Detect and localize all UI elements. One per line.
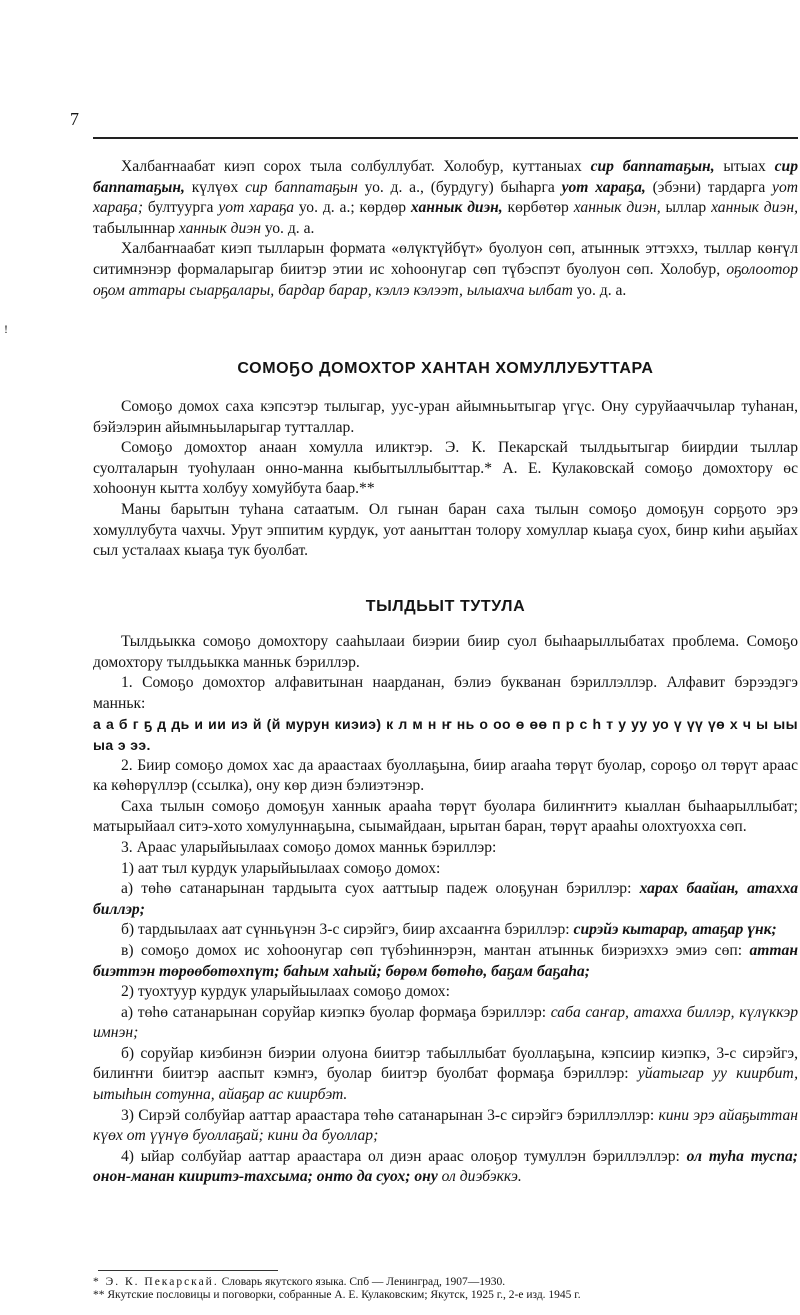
- text-run: уо. д. а.: [572, 281, 627, 299]
- list-item-1: [93, 673, 798, 714]
- text-run: харах баайан, атахха биллэр;: [93, 880, 798, 918]
- text-run: аттан биэттэн төрөөбөтөхпүт; баһым хаһый; бөрөм бөтөһө, баҕам баҕаhа;: [93, 941, 798, 980]
- footnote-2: ** Якутские пословицы и поговорки, собранные А. Е. Кулаковским; Якутск, 1925 г., 2-е изд. 1945 г.: [93, 1289, 581, 1301]
- text-run: ол туһа туспа; онон-манан киириmэ-тахсыма; онто да суох; ону: [93, 1147, 798, 1186]
- text-run: ханнык диэн,: [410, 199, 503, 217]
- text-run: кини эрэ айаҕыттан күөх от үүнүө буоллаҕай; кини да буоллар;: [93, 1106, 798, 1145]
- list-item-3-4: [93, 1147, 798, 1188]
- text-run: 1. Сомоҕо домохтор алфавитынан наарданан, бэлиэ букванан бэриллэллэр. Алфавит бэрээдэгэ манньк:: [93, 674, 798, 712]
- text-run: ытыах: [714, 158, 775, 175]
- list-item-2: 2. Биир сомоҕо домох хас да араастаах буоллаҕына, биир araaһа төрүт буолар, сороҕо ол төрүт араас ка көһөрүллэр (ссылка), ону көр диэн бэлиэтэнэр.: [93, 756, 798, 795]
- section-heading-1: СОМОҔО ДОМОХТОР ХАНТАН ХОМУЛЛУБУТТАРА: [237, 360, 654, 377]
- text-run: сир баппатаҕын,: [93, 158, 798, 196]
- list-item-3: 3. Араас уларыйыылаах сомоҕо домох манньк бэриллэр:: [121, 838, 497, 856]
- text-run: уот хараҕа: [218, 199, 294, 217]
- footnote-1: [93, 1276, 798, 1289]
- list-item-2-note: [93, 797, 798, 838]
- text-run: сирэйэ кытарар, атаҕар үнк;: [573, 921, 777, 939]
- top-text-block: [93, 157, 798, 301]
- text-run: ол диэбэккэ.: [437, 1168, 522, 1186]
- footnote-rule: [98, 1270, 278, 1271]
- list-item-3-2: 2) туохтуур курдук уларыйыылаах сомоҕо домох:: [121, 983, 450, 1001]
- list-item-3-1: 1) аат тыл курдук уларыйыылаах сомоҕо домох:: [121, 859, 441, 877]
- text-run: 3) Сирэй солбуйар ааттар араастара төһө сатанарынан 3-с сирэйгэ бэриллэллэр:: [121, 1106, 659, 1124]
- section-2-text: [93, 632, 798, 1188]
- text-run: б) тардыылаах аат сүнньүнэн 3-с сирэйгэ, биир ахсааҥҥа бэриллэр:: [121, 921, 574, 939]
- page-number: 7: [70, 109, 79, 129]
- text-run: сир баппатаҕын: [245, 178, 358, 196]
- text-run: 4) ыйар солбуйар ааттар араастара ол диэн араас олоҕор тумуллэн бэриллэллэр:: [121, 1147, 687, 1165]
- text-run: саба саҥар, атахха биллэр, күлүккэр имнэн;: [93, 1003, 799, 1042]
- section-1-text: [93, 397, 798, 562]
- footnote-1-text: Словарь якутского языка. Спб — Ленинград, 1907—1930.: [218, 1276, 506, 1288]
- footnotes: [93, 1276, 798, 1302]
- paragraph-1: [93, 157, 798, 239]
- text-run: ыллар: [660, 199, 712, 217]
- text-run: а) төһө сатанарынан тардыыта суох ааттыыр падеж олоҕунан бэриллэр:: [121, 880, 640, 898]
- list-item-3-1-b: [93, 920, 798, 941]
- list-item-3-1-a: [93, 879, 798, 920]
- text-run: уот хараҕа,: [561, 178, 646, 196]
- footnote-1-author: * Э. К. Пекарскай.: [93, 1276, 219, 1288]
- text-run: сир баппатаҕын,: [590, 158, 715, 175]
- text-run: уо. д. а., (бурдугу) быһарга: [357, 178, 562, 196]
- text-run: оҕолоотор оҕом аттары сыарҕалары, бардар барар, кэллэ кэлээт, ылыахча ылбат: [93, 260, 798, 299]
- text-run: уо. д. а.: [260, 219, 315, 237]
- text-run: уйатыгар уу киирбит, ытыһын сотунна, айаҕар ас киирбэт.: [93, 1065, 798, 1104]
- text-run: ханнык диэн,: [573, 199, 661, 217]
- text-run: (эбэни) тардарга: [645, 178, 773, 196]
- text-run: ханнык диэн: [178, 219, 261, 237]
- list-item-3-3: [93, 1106, 798, 1147]
- text-run: уо. д. а.; көрдөр: [294, 199, 411, 217]
- text-run: Саха тылын сомоҕо домоҕун ханнык араaһа төрүт буолара билиҥҥитэ кыаллан быһаарыллыбат; матырыйаал ситэ-хото хомулуннаҕына, сыымайдаан, ырытан баран, төрүт араaһы олохтуохха сөп.: [93, 797, 798, 836]
- text-run: Халбаҥнаабат киэп сорох тыла солбуллубат. Холобур, куттаныах: [121, 158, 591, 175]
- list-item-3-1-c: [93, 941, 798, 982]
- paragraph-2: [93, 239, 798, 301]
- text-run: күлүөх: [184, 178, 246, 196]
- paragraph-4: Сомоҕо домохтор анаан хомулла иликтэр. Э. К. Пекарскай тылдьытыгар биирдии тыллар суолталарын туоһулаан онно-манна кыбытыллыбыттар.* А. Е. Кулаковскай сомоҕо домохтору өс хоһоонун кытта холбуу хомуйбута баар.**: [93, 439, 798, 498]
- text-run: Халбаҥнаабат киэп тылларын формата «өлүктүйбүт» буолуон сөп, атыннык эттэххэ, тыллар көҥүл ситимнэнэр формаларыгар биитэр этии ис хоһоонугар сөп түбэспэт буолуон сөп. Холобур,: [93, 240, 798, 278]
- text-run: в) сомоҕо домох ис хоһоонугар сөп түбэһиннэрэн, мантан атынньк биэриэххэ эмиэ сөп:: [121, 941, 750, 959]
- paragraph-intro: Тылдьыкка сомоҕо домохтору сааһылааи биэрии биир суол быһаарыллыбатах проблема. Сомоҕо домохтору тылдьыкка манньк бэриллэр.: [93, 633, 798, 671]
- paragraph-5: Маны барытын туһана сатаатым. Ол гынан баран саха тылын сомоҕо домоҕун сорҕото эрэ хомуллубута чахчы. Урут эппитим курдук, уот ааныттан толору хомуллар кыаҕа суох, бинр киһи аҕыйах сыл усталаах кыаҕа тук буолбат.: [93, 500, 798, 560]
- list-item-3-2-b: [93, 1044, 798, 1106]
- margin-mark: !: [4, 322, 8, 336]
- text-run: табылыннар: [93, 219, 179, 237]
- text-run: бултуурга: [143, 199, 219, 217]
- text-run: ханнык диэн,: [711, 199, 798, 217]
- header-rule: [93, 137, 798, 139]
- alphabet-line: а а б г ҕ д дь и ии иэ й (й мурун киэиэ) к л м н ҥ нь о оо ө өө п р с һ т у уу уо ү үү үө х ч ы ыы ыа э ээ.: [93, 716, 798, 753]
- section-heading-2: ТЫЛДЬЫТ ТУТУЛА: [365, 598, 526, 615]
- list-item-3-2-a: [93, 1003, 798, 1044]
- text-run: уот хараҕа;: [93, 178, 799, 217]
- text-run: б) соруйар киэбинэн биэрии олуона биитэр табыллыбат буоллаҕына, кэпсиир киэпкэ, 3-с сирэйгэ, билиҥҥи биитэр ааспыт кэмҥэ, буолар биитэр буолбат формаҕа бэриллэр:: [93, 1044, 798, 1083]
- text-run: көрбөтөр: [502, 199, 574, 217]
- paragraph-3: Сомоҕо домох саха кэпсэтэр тылыгар, уус-уран айымньытыгар үгүс. Ону суруйааччылар туһанан, бэйэлэрин айымньыларыгар тутталлар.: [93, 398, 798, 436]
- text-run: а) төһө сатанарынан соруйар киэпкэ буолар формаҕа бэриллэр:: [121, 1003, 551, 1021]
